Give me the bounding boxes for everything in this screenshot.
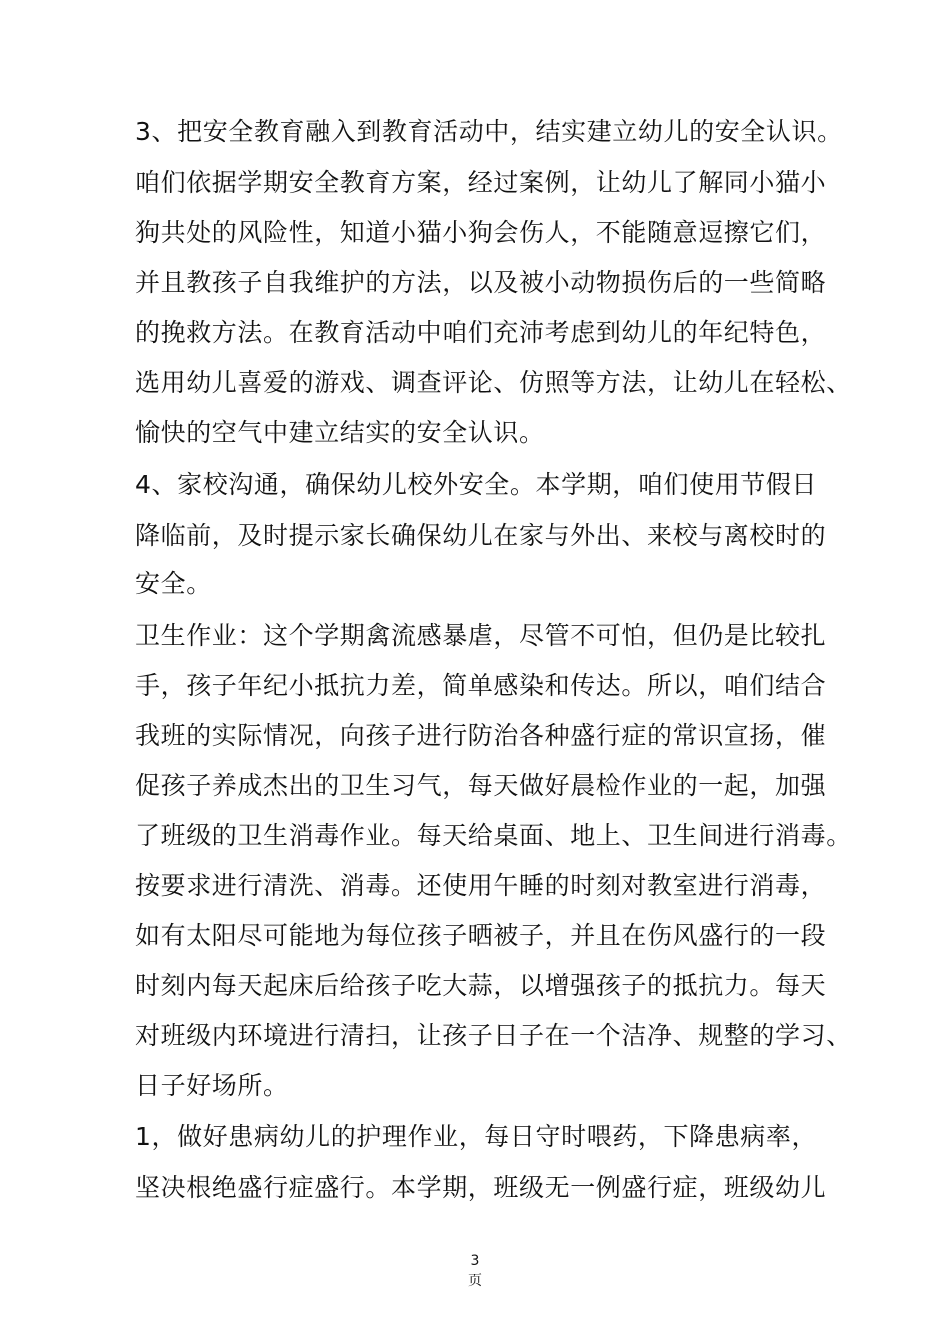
text-line: 坚决根绝盛行症盛行。本学期，班级无一例盛行症，班级幼儿: [135, 1173, 827, 1202]
text-line: 日子好场所。: [135, 1071, 289, 1100]
text-line: 安全。: [135, 569, 212, 598]
text-line: 选用幼儿喜爱的游戏、调查评论、仿照等方法，让幼儿在轻松、: [135, 368, 852, 397]
text-line: 时刻内每天起床后给孩子吃大蒜，以增强孩子的抵抗力。每天: [135, 971, 827, 1000]
text-line: 愉快的空气中建立结实的安全认识。: [135, 418, 545, 447]
text-line: 狗共处的风险性，知道小猫小狗会伤人，不能随意逗擦它们，: [135, 218, 827, 247]
text-line: 3、把安全教育融入到教育活动中，结实建立幼儿的安全认识。: [135, 117, 843, 146]
text-line: 我班的实际情况，向孩子进行防治各种盛行症的常识宣扬，催: [135, 721, 827, 750]
text-line: 对班级内环境进行清扫，让孩子日子在一个洁净、规整的学习、: [135, 1021, 852, 1050]
text-line: 了班级的卫生消毒作业。每天给桌面、地上、卫生间进行消毒。: [135, 821, 852, 850]
text-line: 4、家校沟通，确保幼儿校外安全。本学期，咱们使用节假日: [135, 470, 818, 499]
page-label: 页: [468, 1273, 482, 1289]
text-line: 并且教孩子自我维护的方法，以及被小动物损伤后的一些简略: [135, 268, 827, 297]
page-number: 3: [470, 1253, 480, 1269]
text-line: 1，做好患病幼儿的护理作业，每日守时喂药，下降患病率，: [135, 1122, 818, 1151]
text-line: 降临前，及时提示家长确保幼儿在家与外出、来校与离校时的: [135, 521, 827, 550]
text-line: 的挽救方法。在教育活动中咱们充沛考虑到幼儿的年纪特色，: [135, 318, 827, 347]
text-line: 按要求进行清洗、消毒。还使用午睡的时刻对教室进行消毒，: [135, 871, 827, 900]
text-line: 手，孩子年纪小抵抗力差，简单感染和传达。所以，咱们结合: [135, 671, 827, 700]
text-line: 促孩子养成杰出的卫生习气，每天做好晨检作业的一起，加强: [135, 771, 827, 800]
text-line: 咱们依据学期安全教育方案，经过案例，让幼儿了解同小猫小: [135, 168, 827, 197]
text-line: 卫生作业：这个学期禽流感暴虐，尽管不可怕，但仍是比较扎: [135, 621, 827, 650]
text-line: 如有太阳尽可能地为每位孩子晒被子，并且在伤风盛行的一段: [135, 921, 827, 950]
